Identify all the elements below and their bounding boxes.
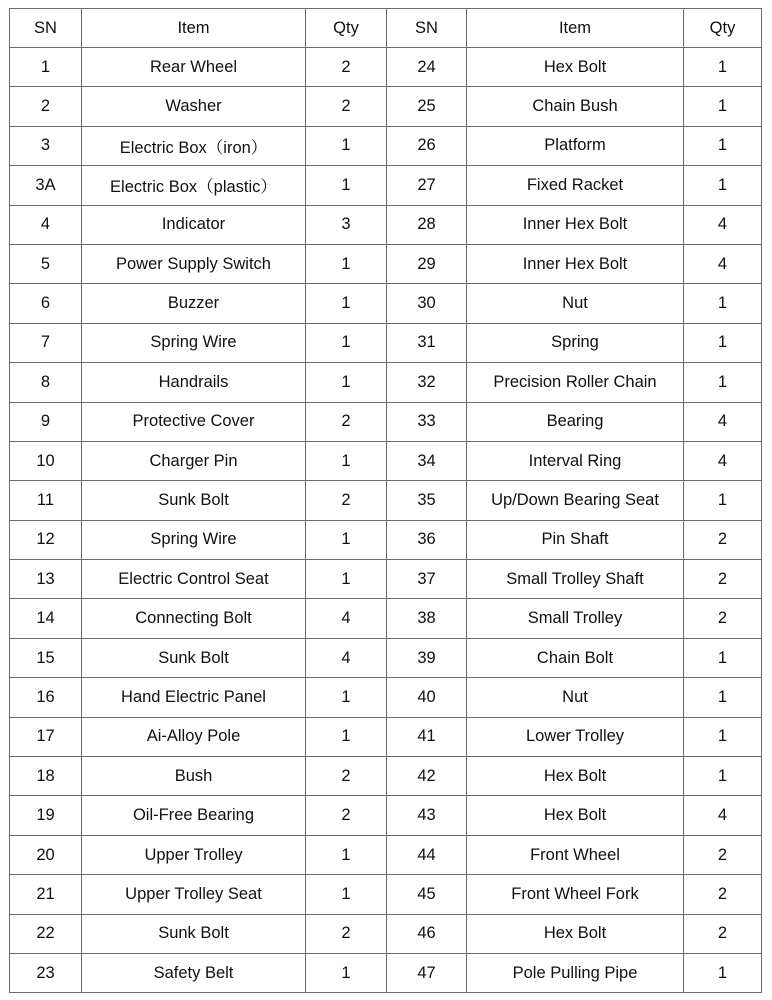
qty-left-cell: 1 (306, 441, 387, 480)
sn-right-cell: 38 (387, 599, 467, 638)
sn-right-cell: 44 (387, 835, 467, 874)
sn-left-cell: 8 (10, 363, 82, 402)
qty-right-cell: 2 (684, 560, 762, 599)
sn-left-cell: 15 (10, 638, 82, 677)
sn-right-cell: 47 (387, 953, 467, 992)
qty-left-cell: 4 (306, 638, 387, 677)
table-row (10, 638, 762, 677)
qty-left-cell: 2 (306, 48, 387, 87)
sn-right-cell: 28 (387, 205, 467, 244)
item-right-cell: Chain Bush (467, 87, 684, 126)
table-row (10, 284, 762, 323)
item-left-cell: Upper Trolley (82, 835, 306, 874)
item-right-cell: Spring (467, 323, 684, 362)
sn-right-cell: 24 (387, 48, 467, 87)
item-right-cell: Pin Shaft (467, 520, 684, 559)
table-row (10, 323, 762, 362)
qty-left-cell: 1 (306, 166, 387, 205)
qty-right-cell: 4 (684, 441, 762, 480)
table-row (10, 363, 762, 402)
table-row (10, 441, 762, 480)
table-row (10, 796, 762, 835)
item-right-cell: Small Trolley Shaft (467, 560, 684, 599)
header-qty-left: Qty (306, 9, 387, 48)
item-left-cell: Spring Wire (82, 323, 306, 362)
sn-right-cell: 40 (387, 678, 467, 717)
qty-right-cell: 2 (684, 835, 762, 874)
item-right-cell: Fixed Racket (467, 166, 684, 205)
sn-right-cell: 35 (387, 481, 467, 520)
qty-left-cell: 1 (306, 835, 387, 874)
item-left-cell: Handrails (82, 363, 306, 402)
item-left-cell: Charger Pin (82, 441, 306, 480)
sn-left-cell: 18 (10, 757, 82, 796)
header-sn-left: SN (10, 9, 82, 48)
item-right-cell: Interval Ring (467, 441, 684, 480)
item-left-cell: Oil-Free Bearing (82, 796, 306, 835)
sn-right-cell: 30 (387, 284, 467, 323)
sn-right-cell: 26 (387, 126, 467, 165)
qty-left-cell: 2 (306, 402, 387, 441)
sn-left-cell: 3 (10, 126, 82, 165)
sn-left-cell: 23 (10, 953, 82, 992)
item-left-cell: Electric Box（iron） (82, 126, 306, 165)
sn-left-cell: 3A (10, 166, 82, 205)
table-row (10, 560, 762, 599)
sn-left-cell: 5 (10, 244, 82, 283)
qty-right-cell: 4 (684, 205, 762, 244)
sn-left-cell: 6 (10, 284, 82, 323)
sn-left-cell: 20 (10, 835, 82, 874)
item-left-cell: Sunk Bolt (82, 481, 306, 520)
qty-left-cell: 2 (306, 87, 387, 126)
sn-left-cell: 12 (10, 520, 82, 559)
sn-right-cell: 45 (387, 875, 467, 914)
item-left-cell: Electric Box（plastic） (82, 166, 306, 205)
item-left-cell: Rear Wheel (82, 48, 306, 87)
sn-left-cell: 19 (10, 796, 82, 835)
qty-right-cell: 1 (684, 48, 762, 87)
qty-left-cell: 1 (306, 244, 387, 283)
sn-left-cell: 14 (10, 599, 82, 638)
item-right-cell: Hex Bolt (467, 796, 684, 835)
item-right-cell: Small Trolley (467, 599, 684, 638)
qty-left-cell: 1 (306, 678, 387, 717)
table-row (10, 953, 762, 992)
item-right-cell: Hex Bolt (467, 757, 684, 796)
qty-right-cell: 4 (684, 796, 762, 835)
sn-left-cell: 17 (10, 717, 82, 756)
sn-left-cell: 7 (10, 323, 82, 362)
item-right-cell: Hex Bolt (467, 914, 684, 953)
qty-right-cell: 1 (684, 678, 762, 717)
qty-right-cell: 1 (684, 284, 762, 323)
table-row (10, 481, 762, 520)
table-row (10, 520, 762, 559)
qty-right-cell: 1 (684, 323, 762, 362)
item-left-cell: Electric Control Seat (82, 560, 306, 599)
qty-left-cell: 1 (306, 717, 387, 756)
item-right-cell: Platform (467, 126, 684, 165)
item-right-cell: Chain Bolt (467, 638, 684, 677)
table-row (10, 205, 762, 244)
table-row (10, 87, 762, 126)
item-right-cell: Front Wheel Fork (467, 875, 684, 914)
qty-left-cell: 2 (306, 796, 387, 835)
table-row (10, 914, 762, 953)
sn-right-cell: 32 (387, 363, 467, 402)
parts-list-table (9, 8, 762, 993)
sn-right-cell: 39 (387, 638, 467, 677)
qty-right-cell: 1 (684, 363, 762, 402)
qty-right-cell: 1 (684, 953, 762, 992)
sn-left-cell: 22 (10, 914, 82, 953)
sn-right-cell: 42 (387, 757, 467, 796)
qty-right-cell: 2 (684, 599, 762, 638)
item-right-cell: Front Wheel (467, 835, 684, 874)
sn-left-cell: 21 (10, 875, 82, 914)
item-left-cell: Washer (82, 87, 306, 126)
item-left-cell: Sunk Bolt (82, 914, 306, 953)
table-row (10, 48, 762, 87)
sn-left-cell: 10 (10, 441, 82, 480)
qty-right-cell: 2 (684, 875, 762, 914)
sn-right-cell: 37 (387, 560, 467, 599)
table-header (10, 9, 762, 48)
table-row (10, 678, 762, 717)
header-item-left: Item (82, 9, 306, 48)
qty-right-cell: 1 (684, 87, 762, 126)
qty-left-cell: 1 (306, 875, 387, 914)
item-left-cell: Indicator (82, 205, 306, 244)
item-left-cell: Power Supply Switch (82, 244, 306, 283)
item-left-cell: Buzzer (82, 284, 306, 323)
item-left-cell: Spring Wire (82, 520, 306, 559)
sn-left-cell: 13 (10, 560, 82, 599)
header-row (10, 9, 762, 48)
item-right-cell: Inner Hex Bolt (467, 205, 684, 244)
sn-right-cell: 43 (387, 796, 467, 835)
sn-right-cell: 31 (387, 323, 467, 362)
table-body (10, 48, 762, 993)
sn-right-cell: 25 (387, 87, 467, 126)
qty-right-cell: 1 (684, 481, 762, 520)
qty-left-cell: 1 (306, 520, 387, 559)
sn-right-cell: 27 (387, 166, 467, 205)
item-right-cell: Lower Trolley (467, 717, 684, 756)
header-item-right: Item (467, 9, 684, 48)
sn-right-cell: 41 (387, 717, 467, 756)
item-right-cell: Nut (467, 284, 684, 323)
qty-right-cell: 1 (684, 126, 762, 165)
header-qty-right: Qty (684, 9, 762, 48)
table-row (10, 402, 762, 441)
qty-right-cell: 4 (684, 402, 762, 441)
table-row (10, 244, 762, 283)
item-left-cell: Safety Belt (82, 953, 306, 992)
qty-left-cell: 4 (306, 599, 387, 638)
qty-left-cell: 1 (306, 560, 387, 599)
qty-right-cell: 1 (684, 717, 762, 756)
qty-right-cell: 2 (684, 520, 762, 559)
sn-right-cell: 34 (387, 441, 467, 480)
qty-right-cell: 2 (684, 914, 762, 953)
qty-right-cell: 4 (684, 244, 762, 283)
sn-right-cell: 36 (387, 520, 467, 559)
sn-right-cell: 46 (387, 914, 467, 953)
item-left-cell: Connecting Bolt (82, 599, 306, 638)
item-left-cell: Protective Cover (82, 402, 306, 441)
sn-left-cell: 2 (10, 87, 82, 126)
item-left-cell: Ai-Alloy Pole (82, 717, 306, 756)
table-row (10, 126, 762, 165)
item-left-cell: Sunk Bolt (82, 638, 306, 677)
qty-left-cell: 2 (306, 757, 387, 796)
item-left-cell: Hand Electric Panel (82, 678, 306, 717)
qty-right-cell: 1 (684, 757, 762, 796)
qty-left-cell: 1 (306, 363, 387, 402)
sn-right-cell: 29 (387, 244, 467, 283)
qty-left-cell: 1 (306, 284, 387, 323)
header-sn-right: SN (387, 9, 467, 48)
table-row (10, 599, 762, 638)
item-left-cell: Bush (82, 757, 306, 796)
qty-left-cell: 1 (306, 323, 387, 362)
qty-right-cell: 1 (684, 166, 762, 205)
item-left-cell: Upper Trolley Seat (82, 875, 306, 914)
sn-right-cell: 33 (387, 402, 467, 441)
table-row (10, 875, 762, 914)
item-right-cell: Bearing (467, 402, 684, 441)
item-right-cell: Up/Down Bearing Seat (467, 481, 684, 520)
sn-left-cell: 16 (10, 678, 82, 717)
qty-left-cell: 1 (306, 953, 387, 992)
sn-left-cell: 9 (10, 402, 82, 441)
item-right-cell: Precision Roller Chain (467, 363, 684, 402)
qty-left-cell: 2 (306, 914, 387, 953)
sn-left-cell: 1 (10, 48, 82, 87)
item-right-cell: Hex Bolt (467, 48, 684, 87)
qty-left-cell: 1 (306, 126, 387, 165)
sn-left-cell: 11 (10, 481, 82, 520)
item-right-cell: Nut (467, 678, 684, 717)
sn-left-cell: 4 (10, 205, 82, 244)
item-right-cell: Inner Hex Bolt (467, 244, 684, 283)
table-row (10, 757, 762, 796)
qty-left-cell: 3 (306, 205, 387, 244)
table-row (10, 166, 762, 205)
table-row (10, 835, 762, 874)
item-right-cell: Pole Pulling Pipe (467, 953, 684, 992)
qty-right-cell: 1 (684, 638, 762, 677)
table-row (10, 717, 762, 756)
qty-left-cell: 2 (306, 481, 387, 520)
